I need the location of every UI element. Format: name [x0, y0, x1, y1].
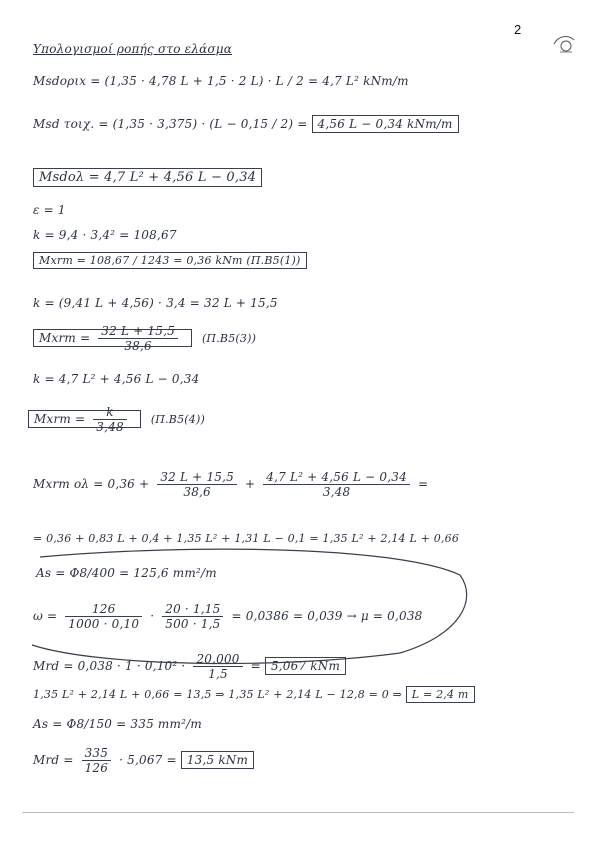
- numerator: 126: [65, 602, 142, 617]
- reference-note: (Π.Β5(4)): [150, 413, 205, 426]
- operator-plus: +: [244, 477, 256, 491]
- fraction: [263, 470, 410, 499]
- equation-as1: As = Φ8/400 = 125,6 mm²/m: [36, 566, 217, 580]
- denominator: 1,5: [208, 667, 228, 681]
- equation-text: · 5,067 =: [119, 753, 177, 767]
- boxed-result: 5,067 kNm: [265, 657, 346, 675]
- denominator: 500 · 1,5: [165, 617, 221, 631]
- denominator: 3,48: [322, 485, 351, 499]
- equation-mrd1: [33, 652, 346, 681]
- equation-mrd2: [33, 746, 254, 775]
- numerator: 20.000: [193, 652, 242, 667]
- operator-equals: =: [250, 659, 261, 673]
- fraction: [98, 324, 178, 353]
- equation-text: 1,35 L² + 2,14 L + 0,66 = 13,5 ⇒ 1,35 L² + 2,14 L − 12,8 = 0 ⇒: [33, 688, 403, 701]
- numerator: 32 L + 15,5: [98, 324, 178, 339]
- equation-text: Mxrm =: [34, 412, 86, 426]
- equation-text: = 0,0386 = 0,039 → μ = 0,038: [231, 609, 423, 623]
- equation-mxrm2: [33, 324, 256, 353]
- fraction: [65, 602, 142, 631]
- boxed-result: Msdολ = 4,7 L² + 4,56 L − 0,34: [33, 168, 262, 187]
- fraction: [93, 405, 127, 434]
- equation-text: Mrd =: [33, 753, 74, 767]
- boxed-result: [33, 324, 192, 353]
- denominator: 3,48: [96, 420, 124, 434]
- boxed-result: L = 2,4 m: [406, 686, 475, 703]
- equation-text: Mxrm ολ = 0,36 +: [33, 477, 150, 491]
- reference-note: (Π.Β5(3)): [201, 332, 257, 345]
- equation-solve-length: [33, 688, 475, 701]
- equation-msd-slab: Msdoριx = (1,35 · 4,78 L + 1,5 · 2 L) · L / 2 = 4,7 L² kNm/m: [33, 74, 409, 88]
- equation-expanded: = 0,36 + 0,83 L + 0,4 + 1,35 L² + 1,31 L − 0,1 = 1,35 L² + 2,14 L + 0,66: [33, 532, 460, 545]
- boxed-result: Mxrm = 108,67 / 1243 = 0,36 kNm (Π.Β5(1)): [33, 252, 307, 269]
- equation-mxrm1: [33, 254, 307, 267]
- denominator: 38,6: [124, 339, 152, 353]
- boxed-result: [28, 405, 141, 434]
- denominator: 38,6: [183, 485, 211, 499]
- page-number: 2: [514, 22, 522, 37]
- boxed-result: 13,5 kNm: [181, 751, 254, 769]
- fraction: [162, 602, 223, 631]
- equation-text: Msd τοιχ. = (1,35 · 3,375) · (L − 0,15 / 2) =: [33, 117, 308, 131]
- equation-msd-wall: [33, 117, 459, 131]
- numerator: 335: [82, 746, 112, 761]
- equation-k3: k = 4,7 L² + 4,56 L − 0,34: [33, 372, 200, 386]
- numerator: 32 L + 15,5: [157, 470, 237, 485]
- page-heading: Υπολογισμοί ροπής στο ελάσμα: [33, 42, 233, 56]
- denominator: 126: [84, 761, 109, 775]
- corner-sketch-icon: [550, 30, 578, 58]
- numerator: 20 · 1,15: [162, 602, 223, 617]
- equation-text: Mrd = 0,038 · 1 · 0,10² ·: [33, 659, 186, 673]
- equation-msd-total: [33, 170, 262, 185]
- numerator: k: [93, 405, 127, 420]
- fraction: [82, 746, 112, 775]
- operator-equals: =: [417, 477, 429, 491]
- equation-text: Mxrm =: [39, 331, 91, 345]
- equation-mxrm-total: [33, 470, 428, 499]
- equation-k2: k = (9,41 L + 4,56) · 3,4 = 32 L + 15,5: [33, 296, 278, 310]
- equation-k1: k = 9,4 · 3,4² = 108,67: [33, 228, 177, 242]
- fraction: [193, 652, 242, 681]
- denominator: 1000 · 0,10: [68, 617, 140, 631]
- fraction: [157, 470, 237, 499]
- boxed-result: 4,56 L − 0,34 kNm/m: [312, 115, 459, 133]
- bottom-rule: [22, 812, 574, 813]
- equation-omega: [33, 602, 423, 631]
- equation-epsilon: ε = 1: [33, 203, 66, 217]
- equation-mxrm3: [28, 405, 205, 434]
- numerator: 4,7 L² + 4,56 L − 0,34: [263, 470, 410, 485]
- equation-text: ω =: [33, 609, 58, 623]
- operator-times: ·: [150, 609, 155, 623]
- equation-as2: As = Φ8/150 = 335 mm²/m: [33, 717, 202, 731]
